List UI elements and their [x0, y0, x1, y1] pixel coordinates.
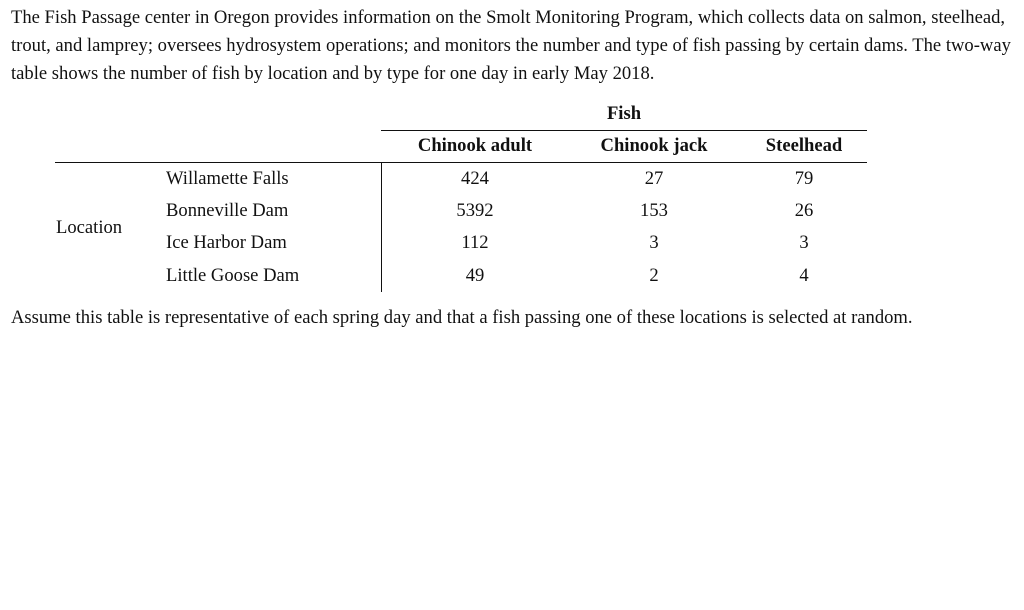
intro-paragraph: The Fish Passage center in Oregon provides information on the Smolt Monitoring Program, which collects data on salmon, steelhead, trout, and lamprey; oversees hydrosystem operations; and monitors the number and type of fish passing by certain dams. The two-way table shows the number of fish by location and by type for one day in early May 2018. [11, 7, 1011, 84]
table-cell: 79 [794, 168, 814, 189]
row-label-little-goose-dam: Little Goose Dam [166, 265, 300, 286]
column-group-label: Fish [606, 103, 642, 124]
header-rule [55, 162, 867, 163]
table-cell: 3 [799, 232, 809, 253]
column-header-steelhead: Steelhead [765, 135, 843, 156]
table-cell: 4 [799, 265, 809, 286]
table-cell: 153 [640, 200, 668, 221]
table-cell: 3 [649, 232, 659, 253]
table-cell: 112 [461, 232, 489, 253]
table-cell: 5392 [456, 200, 494, 221]
row-label-bonneville-dam: Bonneville Dam [166, 200, 289, 221]
table-cell: 27 [644, 168, 664, 189]
outro-paragraph: Assume this table is representative of each spring day and that a fish passing one of these locations is selected at random. [11, 307, 913, 328]
row-label-divider [381, 162, 382, 292]
table-cell: 2 [649, 265, 659, 286]
row-label-ice-harbor-dam: Ice Harbor Dam [166, 232, 287, 253]
table-cell: 424 [461, 168, 489, 189]
header-group-rule [381, 130, 867, 131]
row-label-willamette-falls: Willamette Falls [166, 168, 289, 189]
column-header-chinook-jack: Chinook jack [600, 135, 708, 156]
row-group-label: Location [56, 217, 123, 238]
table-cell: 26 [794, 200, 814, 221]
column-header-chinook-adult: Chinook adult [417, 135, 533, 156]
table-cell: 49 [465, 265, 485, 286]
fish-two-way-table [0, 0, 1024, 300]
